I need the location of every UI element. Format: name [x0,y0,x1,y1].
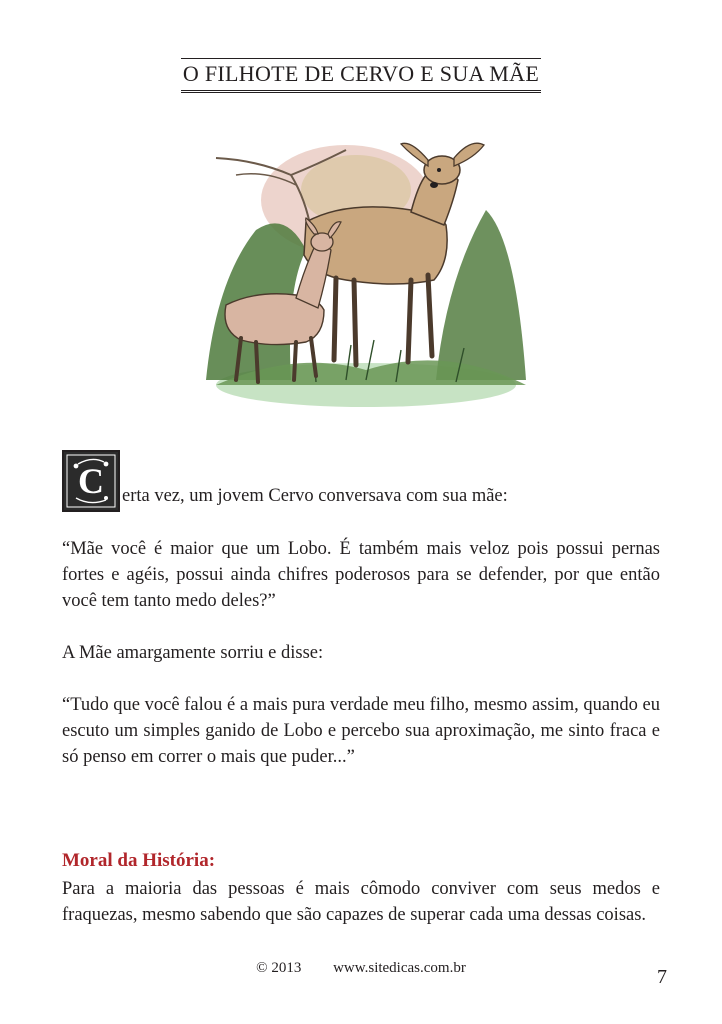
moral-text: Para a maioria das pessoas é mais cômodo conviver com seus medos e fraquezas, mesmo sabendo que são capazes de superar cada uma dessas coisas. [62,879,660,925]
dropcap-c-ornament [62,450,120,512]
dropcap-letter: C [78,461,104,501]
paragraph-3: “Tudo que você falou é a mais pura verdade meu filho, mesmo assim, quando eu escuto um simples ganido de Lobo e percebo sua aproximação, me sinto fraca e só penso em correr o mais que puder...” [62,695,660,767]
paragraph-1: “Mãe você é maior que um Lobo. É também mais veloz pois possui pernas fortes e agéis, possui ainda chifres poderosos para se defender, por que então você tem tanto medo deles?” [62,539,660,611]
footer-website: www.sitedicas.com.br [333,960,466,976]
opening-paragraph [62,450,660,512]
page-title: O FILHOTE DE CERVO E SUA MÃE [181,58,541,93]
footer [0,960,722,977]
footer-copyright: © 2013 [256,960,302,976]
moral-heading: Moral da História: [62,850,216,871]
paragraph-2: A Mãe amargamente sorriu e disse: [62,643,324,663]
page-number: 7 [657,966,667,988]
opening-text: erta vez, um jovem Cervo conversava com sua mãe: [122,486,508,506]
title-container [0,58,722,93]
deer-illustration [196,130,536,410]
